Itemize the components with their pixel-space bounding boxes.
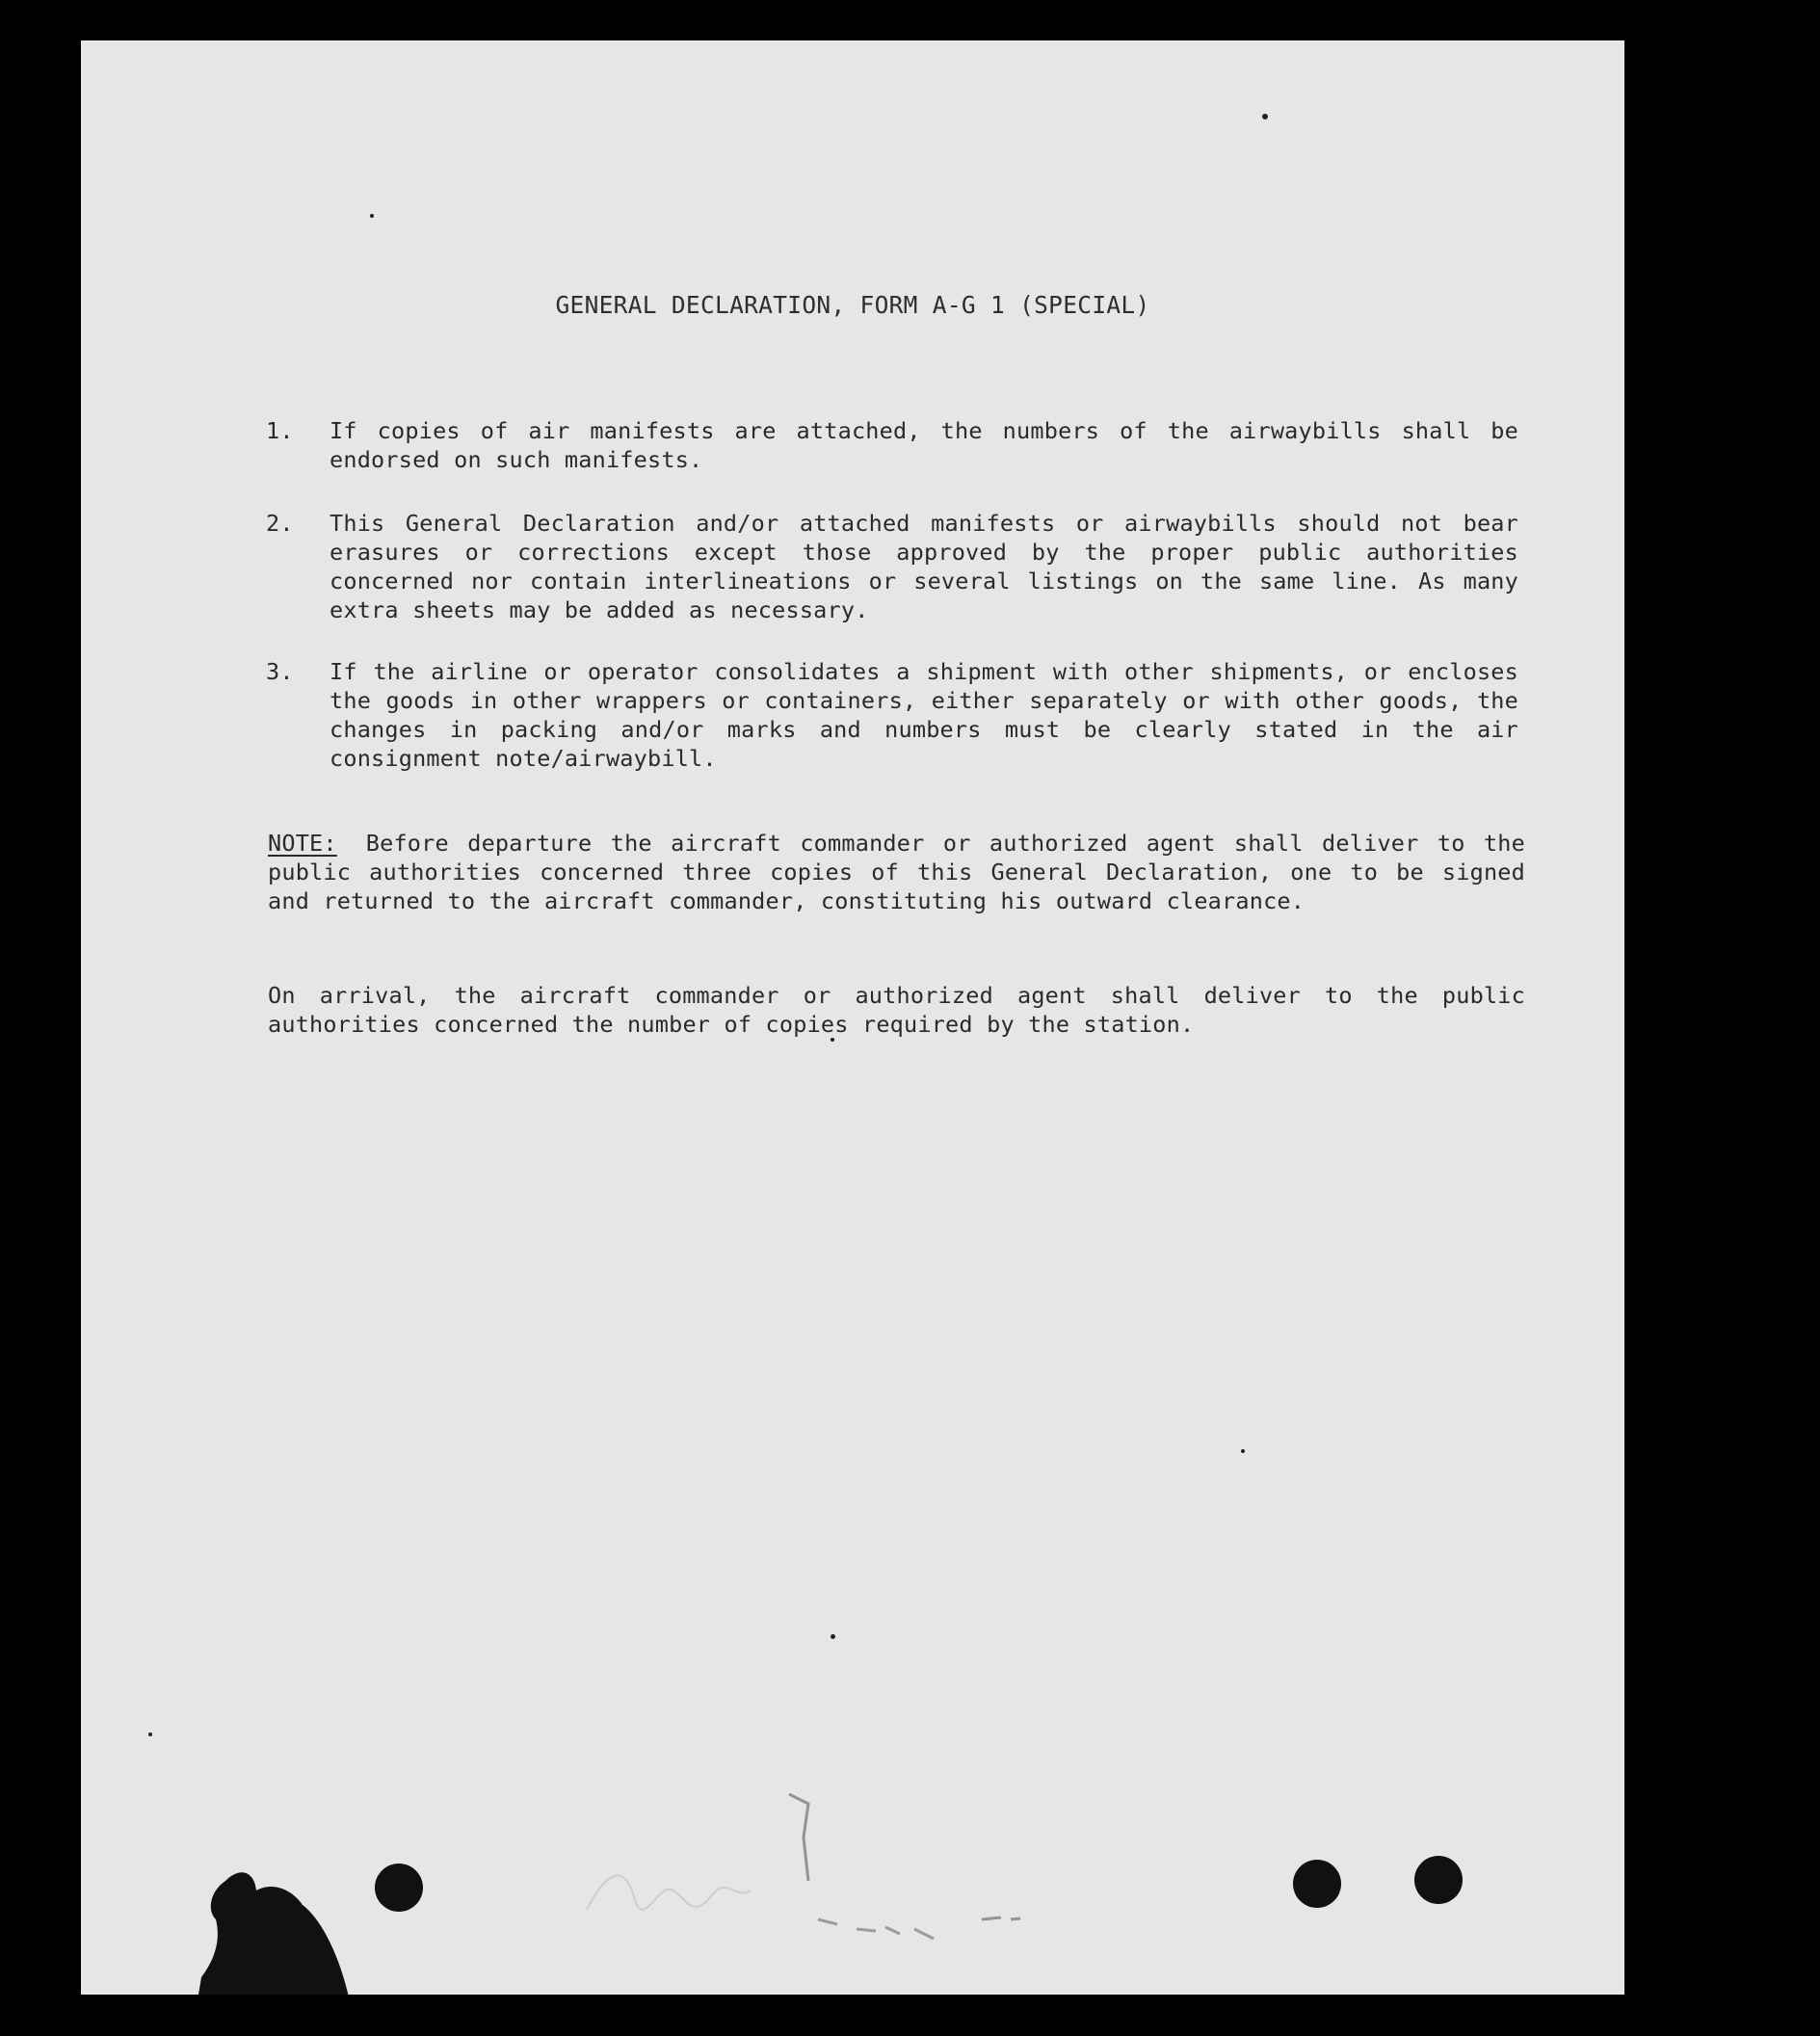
item-text: If the airline or operator consolidates a shipment with other shipments, or encloses the goods in other wrappers or containers, either separately or with other goods, the changes in packing and/or marks and numbers must be clearly stated in the air consignment note/airwaybill. — [330, 658, 1518, 772]
item-number: 2. — [266, 510, 294, 537]
speck — [831, 1634, 835, 1639]
speck — [1262, 114, 1268, 119]
arrival-paragraph: On arrival, the aircraft commander or authorized agent shall deliver to the public authorities concerned the number of copies required by the station. — [268, 982, 1525, 1038]
speck — [148, 1732, 152, 1736]
punch-hole — [375, 1864, 423, 1912]
document-page — [81, 40, 1624, 1995]
ink-blot — [197, 1862, 360, 1995]
note-label: NOTE: — [268, 830, 337, 857]
item-number: 1. — [266, 417, 294, 444]
instruction-item-2 — [266, 509, 1518, 624]
item-number: 3. — [266, 658, 294, 685]
document-title: GENERAL DECLARATION, FORM A-G 1 (SPECIAL) — [555, 291, 1150, 319]
punch-hole — [1293, 1860, 1341, 1908]
note-paragraph — [268, 829, 1525, 915]
speck — [370, 214, 374, 218]
speck — [1241, 1449, 1245, 1453]
faint-signature-mark — [567, 1765, 1068, 1987]
punch-hole — [1414, 1856, 1463, 1904]
note-text: Before departure the aircraft commander or authorized agent shall deliver to the public authorities concerned three copies of this General Declaration, one to be signed and returned to the aircraft commander, constituting his outward clearance. — [268, 830, 1525, 914]
speck — [831, 1038, 834, 1042]
item-text: If copies of air manifests are attached, the numbers of the airwaybills shall be endorsed on such manifests. — [330, 417, 1518, 473]
item-text: This General Declaration and/or attached manifests or airwaybills should not bear erasures or corrections except those approved by the proper public authorities concerned nor contain interlineations or several listings on the same line. As many extra sheets may be added as necessary. — [330, 510, 1518, 623]
instruction-item-1 — [266, 416, 1518, 474]
instruction-item-3 — [266, 657, 1518, 773]
